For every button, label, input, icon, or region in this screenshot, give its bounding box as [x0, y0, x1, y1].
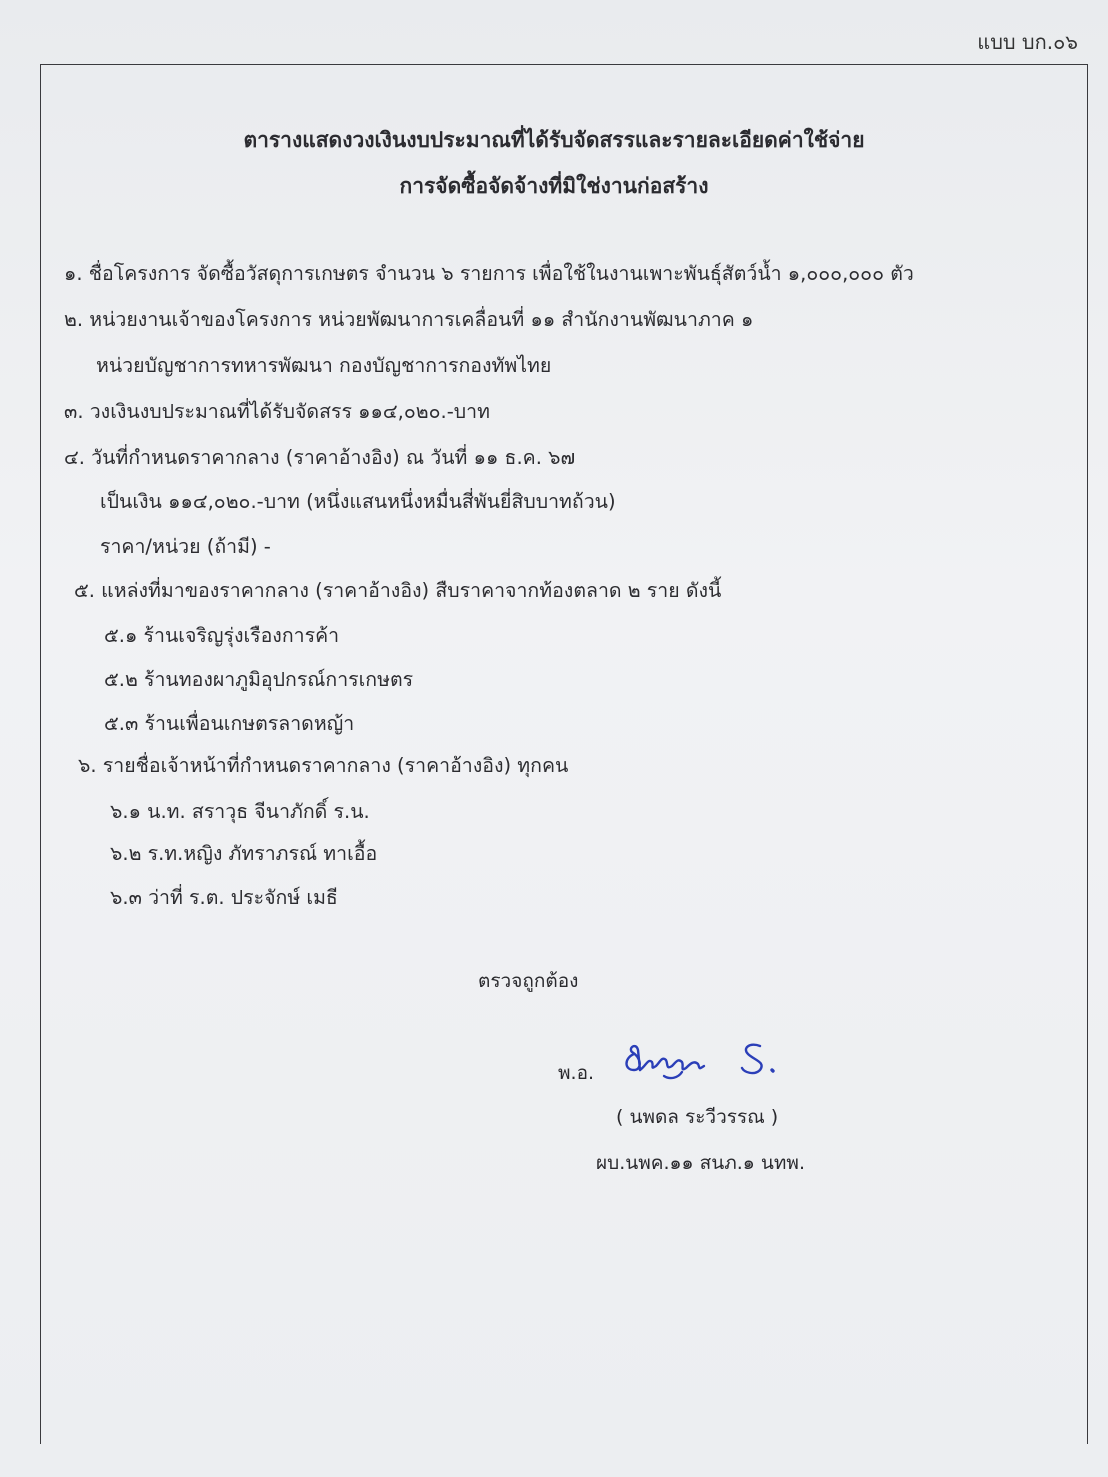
- handwritten-signature: [620, 1036, 790, 1086]
- item-6-1-official: ๖.๑ น.ท. สราวุธ จีนาภักดิ์ ร.น.: [110, 800, 370, 823]
- signer-position: ผบ.นพค.๑๑ สนภ.๑ นทพ.: [596, 1152, 805, 1174]
- item-6-officials: ๖. รายชื่อเจ้าหน้าที่กำหนดราคากลาง (ราคาอ้างอิง) ทุกคน: [78, 754, 569, 777]
- form-code: แบบ บก.๐๖: [977, 30, 1078, 54]
- item-1-project-name: ๑. ชื่อโครงการ จัดซื้อวัสดุการเกษตร จำนวน ๖ รายการ เพื่อใช้ในงานเพาะพันธุ์สัตว์น้ำ ๑,๐๐๐,๐๐๐ ตัว: [64, 262, 914, 285]
- item-4-reference-date: ๔. วันที่กำหนดราคากลาง (ราคาอ้างอิง) ณ วันที่ ๑๑ ธ.ค. ๖๗: [64, 446, 576, 469]
- item-4-unit-price: ราคา/หน่วย (ถ้ามี) -: [100, 535, 271, 558]
- item-6-3-official: ๖.๓ ว่าที่ ร.ต. ประจักษ์ เมธี: [110, 886, 338, 909]
- item-2-owner-unit: ๒. หน่วยงานเจ้าของโครงการ หน่วยพัฒนาการเคลื่อนที่ ๑๑ สำนักงานพัฒนาภาค ๑: [64, 308, 754, 331]
- item-3-budget: ๓. วงเงินงบประมาณที่ได้รับจัดสรร ๑๑๔,๐๒๐.-บาท: [64, 400, 490, 423]
- item-5-price-sources: ๕. แหล่งที่มาของราคากลาง (ราคาอ้างอิง) สืบราคาจากท้องตลาด ๒ ราย ดังนี้: [74, 579, 722, 602]
- item-6-2-official: ๖.๒ ร.ท.หญิง ภัทราภรณ์ ทาเอื้อ: [110, 842, 378, 865]
- document-title-line1: ตารางแสดงวงเงินงบประมาณที่ได้รับจัดสรรและรายละเอียดค่าใช้จ่าย: [243, 128, 865, 152]
- item-5-3-shop: ๕.๓ ร้านเพื่อนเกษตรลาดหญ้า: [104, 712, 355, 735]
- signer-rank: พ.อ.: [558, 1062, 595, 1084]
- document-title-line2: การจัดซื้อจัดจ้างที่มิใช่งานก่อสร้าง: [399, 174, 709, 198]
- item-4-amount: เป็นเงิน ๑๑๔,๐๒๐.-บาท (หนึ่งแสนหนึ่งหมื่นสี่พันยี่สิบบาทถ้วน): [100, 490, 616, 513]
- signer-name: ( นพดล ระวีวรรณ ): [616, 1106, 779, 1128]
- verification-heading: ตรวจถูกต้อง: [478, 970, 579, 992]
- item-2-owner-unit-continued: หน่วยบัญชาการทหารพัฒนา กองบัญชาการกองทัพไทย: [96, 354, 552, 377]
- item-5-2-shop: ๕.๒ ร้านทองผาภูมิอุปกรณ์การเกษตร: [104, 668, 414, 691]
- item-5-1-shop: ๕.๑ ร้านเจริญรุ่งเรืองการค้า: [104, 624, 340, 647]
